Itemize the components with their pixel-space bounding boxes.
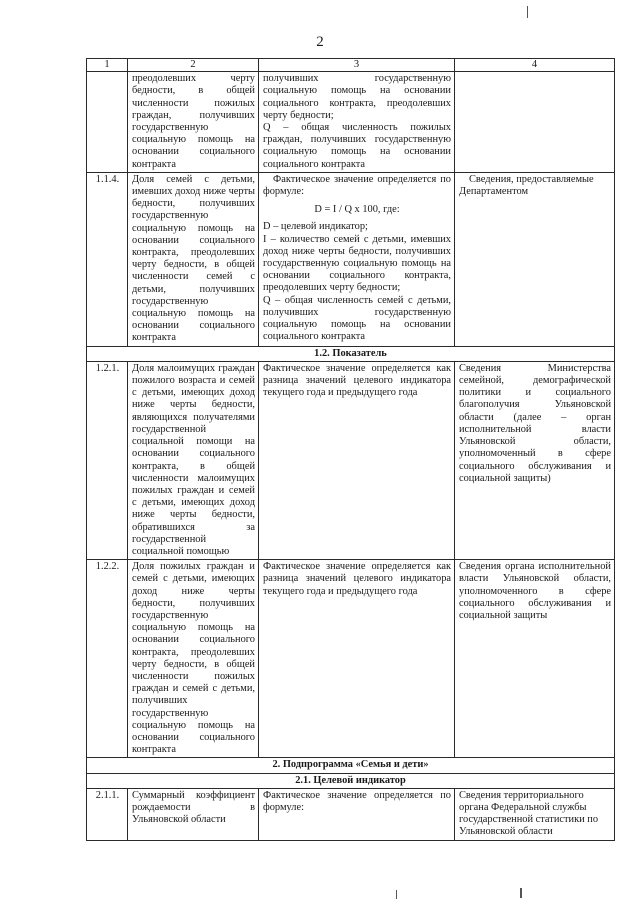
formula: D = I / Q x 100, где: bbox=[314, 204, 400, 216]
calculation-text: получивших государственную социальную помощь на основании социального контракта, преодолевших черту бедности; bbox=[263, 73, 451, 121]
source-cell: Сведения, предоставляемые Департаментом bbox=[455, 172, 615, 346]
table-row bbox=[87, 361, 615, 559]
formula-definition: D – целевой индикатор; bbox=[263, 221, 368, 233]
header-col-1: 1 bbox=[87, 59, 128, 72]
header-col-3: 3 bbox=[259, 59, 455, 72]
row-number-cell bbox=[87, 72, 128, 173]
calculation-method-cell bbox=[259, 72, 455, 173]
scan-mark bbox=[396, 890, 397, 899]
section-title: 1.2. Показатель bbox=[87, 346, 615, 361]
calculation-text: Q – общая численность пожилых граждан, получивших государственную социальную помощь на основании социального контракта bbox=[263, 122, 451, 170]
formula-definition: Q – общая численность семей с детьми, получивших государственную социальную помощь на основании социального контракта bbox=[263, 294, 451, 343]
source-cell bbox=[455, 72, 615, 173]
section-row bbox=[87, 773, 615, 788]
header-col-2: 2 bbox=[128, 59, 259, 72]
table-header-row bbox=[87, 59, 615, 72]
indicator-name-cell: Доля пожилых граждан и семей с детьми, имеющих доход ниже черты бедности, получивших государственную социальную помощь на основании социального контракта, преодолевших черту бедности, в общей численности пожилых граждан и семей с детьми, получивших государственную социальную помощь на основании социального контракта bbox=[128, 560, 259, 758]
table-row bbox=[87, 72, 615, 173]
calculation-method-cell: Фактическое значение определяется как разница значений целевого индикатора текущего года и предыдущего года bbox=[259, 560, 455, 758]
source-cell: Сведения органа исполнительной власти Ульяновской области, уполномоченного в сфере социального обслуживания и социальной защиты bbox=[455, 560, 615, 758]
calculation-method-cell bbox=[259, 172, 455, 346]
calculation-method-cell: Фактическое значение определяется по формуле: bbox=[259, 788, 455, 840]
header-col-4: 4 bbox=[455, 59, 615, 72]
indicator-name-cell: Суммарный коэффициент рождаемости в Ульяновской области bbox=[128, 788, 259, 840]
section-row bbox=[87, 346, 615, 361]
calculation-method-cell: Фактическое значение определяется как разница значений целевого индикатора текущего года и предыдущего года bbox=[259, 361, 455, 559]
table-row bbox=[87, 172, 615, 346]
section-title: 2. Подпрограмма «Семья и дети» bbox=[87, 758, 615, 773]
row-number-cell: 1.2.1. bbox=[87, 361, 128, 559]
formula-definition: I – количество семей с детьми, имевших доход ниже черты бедности, получивших государственную социальную помощь на основании социального контракта, преодолевших черту бедности; bbox=[263, 233, 451, 294]
section-title: 2.1. Целевой индикатор bbox=[87, 773, 615, 788]
scan-mark bbox=[520, 888, 522, 898]
indicator-name-cell: Доля малоимущих граждан пожилого возраста и семей с детьми, имеющих доход ниже черты бедности, являющихся получателями государственной социальной помощи на основании социального контракта, в общей численности малоимущих пожилых граждан и семей с детьми, имеющих доход ниже черты бедности, обратившихся за государственной социальной помощью bbox=[128, 361, 259, 559]
indicator-name-cell: преодолевших черту бедности, в общей численности пожилых граждан, получивших государственную социальную помощь на основании социального контракта bbox=[128, 72, 259, 173]
indicators-table bbox=[86, 58, 615, 841]
source-cell: Сведения территориального органа Федеральной службы государственной статистики по Ульяновской области bbox=[455, 788, 615, 840]
indicator-name-cell: Доля семей с детьми, имевших доход ниже черты бедности, получивших государственную социальную помощь на основании социального контракта, преодолевших черту бедности, в общей численности семей с детьми, получивших государственную социальную помощь на основании социального контракта bbox=[128, 172, 259, 346]
section-row bbox=[87, 758, 615, 773]
scan-mark bbox=[527, 6, 528, 18]
page-number: 2 bbox=[316, 34, 324, 50]
table-row bbox=[87, 560, 615, 758]
row-number-cell: 2.1.1. bbox=[87, 788, 128, 840]
row-number-cell: 1.1.4. bbox=[87, 172, 128, 346]
row-number-cell: 1.2.2. bbox=[87, 560, 128, 758]
table-row bbox=[87, 788, 615, 840]
source-cell: Сведения Министерства семейной, демографической политики и социального благополучия Ульяновской области (далее – орган исполнительной власти Ульяновской области, уполномоченный в сфере социального обслуживания и социальной защиты) bbox=[455, 361, 615, 559]
calculation-text: Фактическое значение определяется по формуле: bbox=[263, 173, 451, 198]
